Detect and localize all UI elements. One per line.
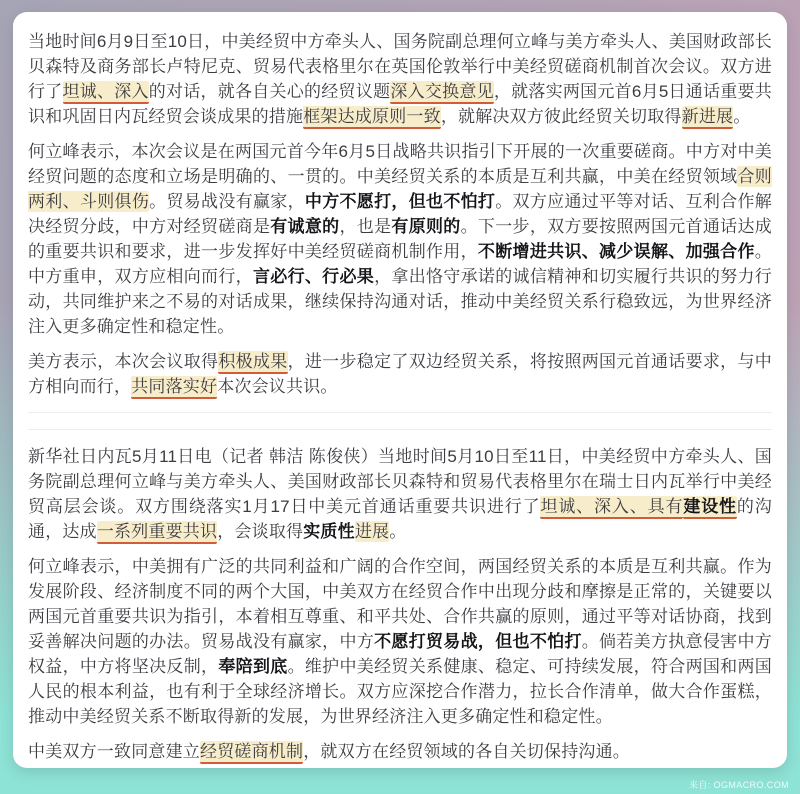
divider-line [28, 412, 772, 413]
article-body [28, 29, 772, 764]
highlighted-text: 新进展 [682, 106, 734, 129]
paragraph [28, 554, 772, 729]
highlighted-text: 积极成果 [218, 351, 287, 374]
text-run: ，就解决双方彼此经贸关切取得 [440, 107, 682, 126]
text-run: 。下一步，双方要按照两国元首通话达成的重要共识和要求，进一步发挥好中美经贸磋商机制作用， [28, 217, 772, 261]
highlighted-text: 坦诚、深入 [63, 81, 149, 104]
text-run: 中美双方一致同意建立 [28, 742, 200, 761]
bold-text: 不愿打贸易战，但也不怕打 [374, 632, 582, 651]
article-card [13, 12, 787, 768]
text-run: ，进一步稳定了双边经贸关系，将按照两国元首通话要求，与中方相向而行， [28, 352, 772, 396]
text-run: ，也是 [339, 217, 392, 236]
paragraph [28, 139, 772, 339]
text-run: 。维护中美经贸关系健康、稳定、可持续发展，符合两国和两国人民的根本利益，也有利于全球经济增长。双方应深挖合作潜力，拉长合作清单，做大合作蛋糕，推动中美经贸关系不断取得新的发展，为世界经济注入更多确定性和稳定性。 [28, 657, 772, 726]
text-run: 。双方应通过平等对话、互利合作解决经贸分歧，中方对经贸磋商是 [28, 192, 773, 236]
paragraph [28, 29, 772, 129]
text-run: 。贸易战没有赢家， [149, 192, 305, 211]
text-run: 何立峰表示，本次会议是在两国元首今年6月5日战略共识指引下开展的一次重要磋商。中方对中美经贸问题的态度和立场是明确的、一贯的。中美经贸关系的本质是互利共赢，中美在经贸领域 [28, 142, 772, 186]
text-run: 的沟通，达成 [28, 497, 772, 541]
watermark: 来自: OGMACRO.COM [689, 780, 789, 790]
bold-highlighted-text: 建设性 [683, 496, 737, 519]
highlighted-text: 深入交换意见 [390, 81, 494, 104]
text-run: 。 [733, 107, 751, 126]
highlighted-text: 经贸磋商机制 [200, 741, 303, 764]
highlighted-text: 一系列重要共识 [97, 521, 217, 544]
paragraph [28, 349, 772, 399]
bold-text: 有原则的 [391, 217, 461, 236]
bold-text: 不断增进共识、减少误解、加强合作 [477, 242, 755, 261]
bold-text: 有诚意的 [270, 217, 340, 236]
highlighted-text: 共同落实好 [131, 376, 217, 399]
highlighted-text: 合则两利、斗则俱伤 [28, 167, 772, 211]
text-run: 何立峰表示，中美拥有广泛的共同利益和广阔的合作空间，两国经贸关系的本质是互利共赢。作为发展阶段、经济制度不同的两个大国，中美双方在经贸合作中出现分歧和摩擦是正常的，关键要以两国元首重要共识为指引，本着相互尊重、和平共处、合作共赢的原则，通过平等对话协商，找到妥善解决问题的办法。贸易战没有赢家，中方 [28, 557, 772, 651]
text-run: ，就落实两国元首6月5日通话重要共识和巩固日内瓦经贸会谈成果的措施 [28, 82, 773, 126]
bold-text: 奉陪到底 [218, 657, 288, 676]
text-run: 当地时间6月9日至10日，中美经贸中方牵头人、国务院副总理何立峰与美方牵头人、美国财政部长贝森特及商务部长卢特尼克、贸易代表格里尔在英国伦敦举行中美经贸磋商机制首次会议。双方进行了 [28, 32, 772, 101]
text-run: ，拿出恪守承诺的诚信精神和切实履行共识的努力行动，共同维护来之不易的对话成果，继续保持沟通对话，推动中美经贸关系行稳致远，为世界经济注入更多确定性和稳定性。 [28, 267, 773, 336]
highlighted-text: 框架达成原则一致 [303, 106, 441, 129]
text-run: 新华社日内瓦5月11日电（记者 韩洁 陈俊侠）当地时间5月10日至11日，中美经贸中方牵头人、国务院副总理何立峰与美方牵头人、美国财政部长贝森特和贸易代表格里尔在瑞士日内瓦举行中美经贸高层会谈。双方围绕落实1月17日中美元首通话重要共识进行了 [28, 447, 772, 516]
bold-text: 实质性 [303, 522, 355, 541]
text-run: 。 [389, 522, 407, 541]
section-divider [28, 412, 772, 430]
divider-line [28, 429, 772, 430]
text-run: 。中方重申，双方应相向而行， [28, 242, 772, 286]
text-run: 本次会议共识。 [217, 377, 338, 396]
paragraph [28, 444, 772, 544]
text-run: 的对话，就各自关心的经贸议题 [148, 82, 391, 101]
text-run: ，就双方在经贸领域的各自关切保持沟通。 [303, 742, 631, 761]
text-run: ，会谈取得 [217, 522, 304, 541]
text-run: 美方表示，本次会议取得 [28, 352, 219, 371]
bold-text: 中方不愿打，但也不怕打 [304, 192, 496, 211]
highlighted-text: 进展 [354, 522, 390, 541]
bold-text: 言必行、行必果 [252, 267, 375, 286]
text-run: 。倘若美方执意侵害中方权益，中方将坚决反制， [28, 632, 772, 676]
highlighted-text: 坦诚、深入、具有 [540, 496, 683, 519]
paragraph [28, 739, 772, 764]
